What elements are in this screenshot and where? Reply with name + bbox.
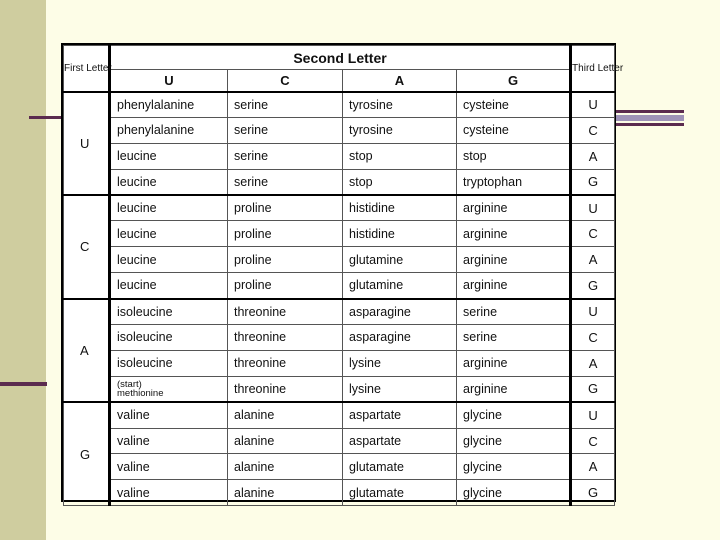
amino-acid-cell: arginine <box>457 247 571 273</box>
amino-acid-cell: isoleucine <box>110 299 228 325</box>
table-row <box>64 273 615 299</box>
amino-acid-cell: phenylalanine <box>110 92 228 118</box>
amino-acid-cell: arginine <box>457 350 571 376</box>
right-accent-band <box>616 115 684 121</box>
table-row <box>64 350 615 376</box>
amino-acid-cell: leucine <box>110 273 228 299</box>
amino-acid-cell: alanine <box>228 480 343 506</box>
third-letter-cell: U <box>571 402 615 428</box>
amino-acid-cell: serine <box>228 117 343 143</box>
table-row <box>64 195 615 221</box>
amino-acid-cell: stop <box>343 169 457 195</box>
amino-acid-cell: valine <box>110 428 228 454</box>
third-letter-cell: G <box>571 273 615 299</box>
amino-acid-cell: serine <box>228 169 343 195</box>
first-letter-cell: U <box>64 92 110 196</box>
third-letter-cell: G <box>571 169 615 195</box>
amino-acid-cell: glycine <box>457 428 571 454</box>
amino-acid-cell: valine <box>110 454 228 480</box>
start-amino-acid: methionine <box>117 387 164 399</box>
third-letter-cell: C <box>571 221 615 247</box>
third-letter-cell: U <box>571 299 615 325</box>
amino-acid-cell: arginine <box>457 273 571 299</box>
right-accent-line-bottom <box>616 123 684 126</box>
amino-acid-cell: glycine <box>457 402 571 428</box>
amino-acid-cell: proline <box>228 195 343 221</box>
amino-acid-cell: alanine <box>228 454 343 480</box>
amino-acid-cell: proline <box>228 247 343 273</box>
first-letter-cell: A <box>64 299 110 403</box>
amino-acid-cell: leucine <box>110 169 228 195</box>
third-letter-cell: C <box>571 325 615 351</box>
amino-acid-cell: lysine <box>343 376 457 402</box>
third-letter-cell: A <box>571 143 615 169</box>
third-letter-cell: C <box>571 428 615 454</box>
sidebar-accent-bar <box>0 382 47 386</box>
third-letter-header: Third Letter <box>571 46 615 92</box>
third-letter-cell: U <box>571 195 615 221</box>
amino-acid-cell: valine <box>110 480 228 506</box>
amino-acid-cell: lysine <box>343 350 457 376</box>
third-letter-cell: A <box>571 247 615 273</box>
table-row <box>64 428 615 454</box>
codon-table-grid <box>63 45 624 506</box>
table-row <box>64 299 615 325</box>
column-letter-g: G <box>457 70 571 92</box>
amino-acid-cell: serine <box>228 143 343 169</box>
table-row <box>64 480 615 506</box>
amino-acid-cell: proline <box>228 273 343 299</box>
amino-acid-cell: threonine <box>228 325 343 351</box>
third-letter-cell: G <box>571 480 615 506</box>
table-row <box>64 376 615 402</box>
third-letter-cell: A <box>571 350 615 376</box>
amino-acid-cell: serine <box>457 325 571 351</box>
column-letter-c: C <box>228 70 343 92</box>
amino-acid-cell: glutamate <box>343 454 457 480</box>
table-row <box>64 143 615 169</box>
amino-acid-cell: cysteine <box>457 92 571 118</box>
amino-acid-cell: aspartate <box>343 402 457 428</box>
amino-acid-cell: tyrosine <box>343 117 457 143</box>
amino-acid-cell: serine <box>228 92 343 118</box>
amino-acid-cell: glutamine <box>343 273 457 299</box>
amino-acid-cell: asparagine <box>343 299 457 325</box>
amino-acid-cell: glycine <box>457 454 571 480</box>
first-letter-cell: C <box>64 195 110 299</box>
amino-acid-cell: arginine <box>457 376 571 402</box>
table-row <box>64 169 615 195</box>
slide-sidebar <box>0 0 46 540</box>
third-letter-cell: G <box>571 376 615 402</box>
third-letter-cell: C <box>571 117 615 143</box>
amino-acid-cell: leucine <box>110 195 228 221</box>
third-letter-cell: A <box>571 454 615 480</box>
amino-acid-cell: glycine <box>457 480 571 506</box>
amino-acid-cell: isoleucine <box>110 325 228 351</box>
table-row <box>64 92 615 118</box>
amino-acid-cell: leucine <box>110 221 228 247</box>
amino-acid-cell: arginine <box>457 221 571 247</box>
amino-acid-cell: alanine <box>228 428 343 454</box>
amino-acid-cell: glutamate <box>343 480 457 506</box>
left-accent-line <box>29 116 63 119</box>
amino-acid-cell: threonine <box>228 299 343 325</box>
first-letter-header: First Letter <box>64 46 110 92</box>
amino-acid-cell: tryptophan <box>457 169 571 195</box>
amino-acid-cell: aspartate <box>343 428 457 454</box>
amino-acid-cell: proline <box>228 221 343 247</box>
amino-acid-cell: glutamine <box>343 247 457 273</box>
codon-table <box>61 43 624 502</box>
amino-acid-cell: tyrosine <box>343 92 457 118</box>
start-label: (start) <box>117 378 142 390</box>
table-row <box>64 221 615 247</box>
table-row <box>64 454 615 480</box>
right-accent-line-top <box>616 110 684 113</box>
amino-acid-cell: isoleucine <box>110 350 228 376</box>
amino-acid-cell: threonine <box>228 350 343 376</box>
amino-acid-cell: cysteine <box>457 117 571 143</box>
amino-acid-cell: leucine <box>110 143 228 169</box>
first-letter-cell: G <box>64 402 110 506</box>
amino-acid-cell: leucine <box>110 247 228 273</box>
column-letter-u: U <box>110 70 228 92</box>
amino-acid-cell: valine <box>110 402 228 428</box>
amino-acid-cell: stop <box>457 143 571 169</box>
column-letter-a: A <box>343 70 457 92</box>
amino-acid-cell: stop <box>343 143 457 169</box>
amino-acid-cell: phenylalanine <box>110 117 228 143</box>
amino-acid-cell: asparagine <box>343 325 457 351</box>
second-letter-header: Second Letter <box>110 46 571 70</box>
amino-acid-cell: histidine <box>343 195 457 221</box>
table-row <box>64 325 615 351</box>
table-row <box>64 117 615 143</box>
amino-acid-cell: arginine <box>457 195 571 221</box>
amino-acid-cell <box>110 376 228 402</box>
amino-acid-cell: histidine <box>343 221 457 247</box>
table-row <box>64 402 615 428</box>
amino-acid-cell: threonine <box>228 376 343 402</box>
third-letter-cell: U <box>571 92 615 118</box>
amino-acid-cell: serine <box>457 299 571 325</box>
table-row <box>64 247 615 273</box>
codon-table-body <box>64 92 615 506</box>
amino-acid-cell: alanine <box>228 402 343 428</box>
